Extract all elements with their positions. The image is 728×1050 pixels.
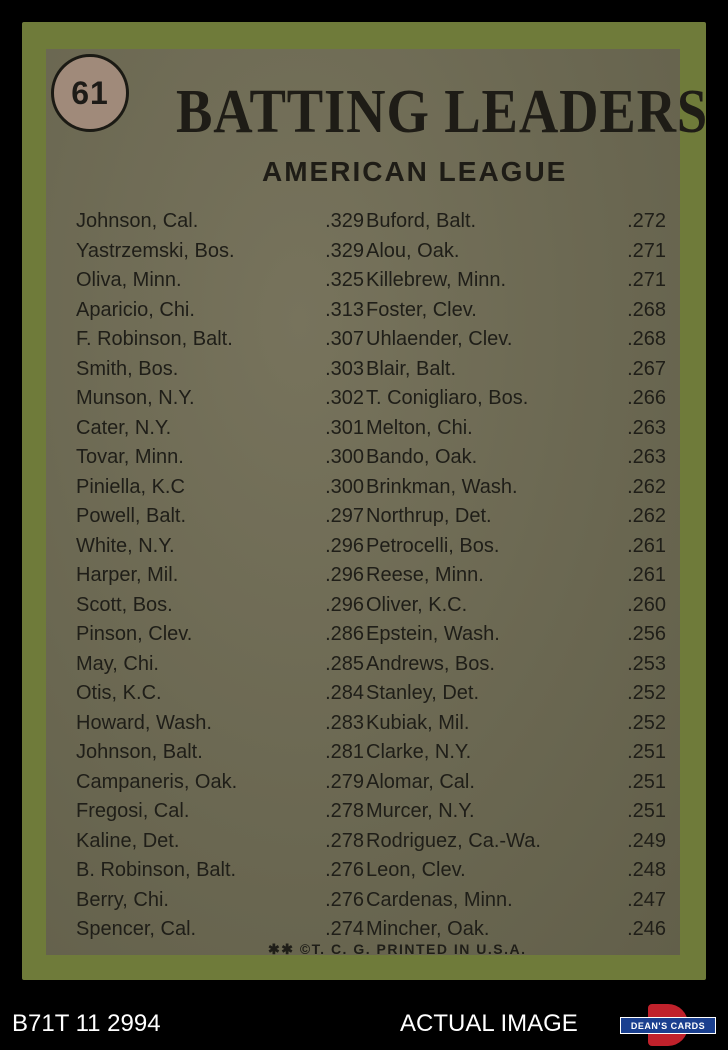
batting-average: .313 bbox=[325, 298, 364, 321]
batting-average: .283 bbox=[325, 711, 364, 734]
leader-row bbox=[76, 886, 364, 916]
card-subtitle: AMERICAN LEAGUE bbox=[262, 156, 568, 187]
player-name: Smith, Bos. bbox=[76, 357, 179, 380]
batting-average: .325 bbox=[325, 269, 364, 291]
leader-row bbox=[366, 325, 666, 355]
leader-row bbox=[76, 797, 364, 827]
leader-row bbox=[366, 384, 666, 414]
batting-average: .300 bbox=[325, 475, 364, 498]
deans-cards-logo bbox=[620, 1004, 716, 1046]
leader-row bbox=[366, 473, 666, 503]
player-name: Reese, Minn. bbox=[366, 564, 484, 586]
leader-row bbox=[366, 591, 666, 621]
player-name: Pinson, Clev. bbox=[76, 623, 193, 645]
leader-row bbox=[366, 709, 666, 739]
batting-average: .307 bbox=[325, 328, 364, 350]
batting-average: .266 bbox=[627, 387, 666, 409]
leaders-right-column bbox=[366, 207, 666, 945]
batting-average: .251 bbox=[627, 800, 666, 822]
player-name: F. Robinson, Balt. bbox=[76, 328, 233, 350]
batting-average: .296 bbox=[325, 593, 364, 616]
card-title: BATTING LEADERS bbox=[176, 78, 709, 146]
player-name: Foster, Clev. bbox=[366, 298, 477, 321]
leader-row bbox=[366, 827, 666, 857]
logo-text: DEAN'S CARDS bbox=[630, 1020, 706, 1031]
player-name: Uhlaender, Clev. bbox=[366, 328, 513, 350]
batting-average: .284 bbox=[325, 682, 364, 704]
batting-average: .260 bbox=[627, 593, 666, 616]
player-name: Kaline, Det. bbox=[76, 829, 180, 852]
batting-average: .249 bbox=[627, 829, 666, 852]
card-border bbox=[22, 22, 709, 980]
player-name: Piniella, K.C bbox=[76, 475, 185, 498]
batting-average: .303 bbox=[325, 357, 364, 380]
player-name: Epstein, Wash. bbox=[366, 623, 500, 645]
leader-row bbox=[76, 443, 364, 473]
batting-average: .261 bbox=[627, 534, 666, 557]
leader-row bbox=[366, 207, 666, 237]
batting-average: .256 bbox=[627, 623, 666, 645]
batting-average: .286 bbox=[325, 623, 364, 645]
batting-average: .285 bbox=[325, 652, 364, 675]
card-number: 61 bbox=[71, 74, 109, 111]
batting-average: .271 bbox=[627, 239, 666, 262]
player-name: Tovar, Minn. bbox=[76, 446, 184, 468]
player-name: Berry, Chi. bbox=[76, 888, 169, 911]
leader-row bbox=[76, 414, 364, 444]
leader-row bbox=[366, 856, 666, 886]
batting-average: .297 bbox=[325, 505, 364, 527]
player-name: Bando, Oak. bbox=[366, 446, 478, 468]
leader-row bbox=[76, 532, 364, 562]
player-name: Howard, Wash. bbox=[76, 711, 212, 734]
leader-row bbox=[366, 443, 666, 473]
player-name: May, Chi. bbox=[76, 652, 159, 675]
player-name: Killebrew, Minn. bbox=[366, 269, 507, 291]
leader-row bbox=[76, 709, 364, 739]
leader-row bbox=[76, 384, 364, 414]
leader-row bbox=[76, 355, 364, 385]
batting-average: .268 bbox=[627, 328, 666, 350]
card-back bbox=[46, 49, 709, 957]
player-name: Fregosi, Cal. bbox=[76, 800, 190, 822]
player-name: Kubiak, Mil. bbox=[366, 711, 470, 734]
copyright-line: ✱✱ ©T. C. G. PRINTED IN U.S.A. bbox=[268, 941, 527, 957]
batting-average: .271 bbox=[627, 269, 666, 291]
leader-row bbox=[76, 266, 364, 296]
leader-row bbox=[366, 768, 666, 798]
batting-average: .263 bbox=[627, 416, 666, 439]
leader-row bbox=[366, 355, 666, 385]
player-name: Alomar, Cal. bbox=[366, 770, 475, 793]
batting-average: .274 bbox=[325, 918, 364, 940]
leader-row bbox=[366, 650, 666, 680]
leader-row bbox=[76, 296, 364, 326]
batting-average: .267 bbox=[627, 357, 666, 380]
player-name: White, N.Y. bbox=[76, 534, 175, 557]
player-name: Murcer, N.Y. bbox=[366, 800, 475, 822]
leader-row bbox=[76, 827, 364, 857]
player-name: Yastrzemski, Bos. bbox=[76, 239, 235, 262]
player-name: Buford, Balt. bbox=[366, 210, 477, 232]
leader-row bbox=[76, 502, 364, 532]
leader-row bbox=[76, 856, 364, 886]
leader-row bbox=[366, 237, 666, 267]
leader-row bbox=[76, 473, 364, 503]
batting-average: .252 bbox=[627, 711, 666, 734]
batting-average: .246 bbox=[627, 918, 666, 940]
player-name: Mincher, Oak. bbox=[366, 918, 490, 940]
player-name: Alou, Oak. bbox=[366, 239, 460, 262]
batting-average: .281 bbox=[325, 741, 364, 763]
player-name: Campaneris, Oak. bbox=[76, 770, 238, 793]
batting-average: .301 bbox=[325, 416, 364, 439]
batting-average: .251 bbox=[627, 770, 666, 793]
leader-row bbox=[76, 237, 364, 267]
batting-average: .248 bbox=[627, 859, 666, 881]
player-name: Munson, N.Y. bbox=[76, 387, 195, 409]
batting-average: .329 bbox=[325, 239, 364, 262]
batting-average: .268 bbox=[627, 298, 666, 321]
batting-average: .279 bbox=[325, 770, 364, 793]
card-number-badge bbox=[51, 54, 129, 132]
batting-average: .263 bbox=[627, 446, 666, 468]
leader-row bbox=[76, 325, 364, 355]
leader-row bbox=[76, 679, 364, 709]
player-name: Leon, Clev. bbox=[366, 859, 466, 881]
leader-row bbox=[76, 650, 364, 680]
player-name: Spencer, Cal. bbox=[76, 918, 197, 940]
player-name: Oliva, Minn. bbox=[76, 269, 182, 291]
leader-row bbox=[366, 266, 666, 296]
batting-average: .251 bbox=[627, 741, 666, 763]
batting-average: .278 bbox=[325, 829, 364, 852]
player-name: Petrocelli, Bos. bbox=[366, 534, 500, 557]
player-name: Johnson, Balt. bbox=[76, 741, 203, 763]
batting-average: .276 bbox=[325, 859, 364, 881]
leader-row bbox=[366, 620, 666, 650]
player-name: Otis, K.C. bbox=[76, 682, 162, 704]
batting-average: .247 bbox=[627, 888, 666, 911]
player-name: T. Conigliaro, Bos. bbox=[366, 387, 529, 409]
leader-row bbox=[366, 738, 666, 768]
batting-average: .252 bbox=[627, 682, 666, 704]
leader-row bbox=[366, 296, 666, 326]
batting-average: .261 bbox=[627, 564, 666, 586]
batting-average: .278 bbox=[325, 800, 364, 822]
actual-image-label: ACTUAL IMAGE bbox=[400, 1010, 578, 1037]
leader-row bbox=[76, 738, 364, 768]
leader-row bbox=[366, 414, 666, 444]
player-name: Blair, Balt. bbox=[366, 357, 457, 380]
batting-average: .296 bbox=[325, 564, 364, 586]
player-name: Brinkman, Wash. bbox=[366, 475, 518, 498]
leader-row bbox=[76, 561, 364, 591]
leader-row bbox=[366, 797, 666, 827]
leaders-left-column bbox=[76, 207, 364, 945]
player-name: Clarke, N.Y. bbox=[366, 741, 472, 763]
leader-row bbox=[366, 502, 666, 532]
player-name: Harper, Mil. bbox=[76, 564, 179, 586]
player-name: Scott, Bos. bbox=[76, 593, 173, 616]
player-name: Northrup, Det. bbox=[366, 505, 492, 527]
batting-average: .253 bbox=[627, 652, 666, 675]
leader-row bbox=[76, 207, 364, 237]
batting-average: .262 bbox=[627, 475, 666, 498]
leader-row bbox=[366, 886, 666, 916]
player-name: Cardenas, Minn. bbox=[366, 888, 513, 911]
player-name: Oliver, K.C. bbox=[366, 593, 468, 616]
batting-average: .300 bbox=[325, 446, 364, 468]
leader-row bbox=[76, 591, 364, 621]
card-id-label: B71T 11 2994 bbox=[12, 1010, 161, 1037]
leader-row bbox=[366, 532, 666, 562]
batting-average: .276 bbox=[325, 888, 364, 911]
player-name: Aparicio, Chi. bbox=[76, 298, 195, 321]
player-name: Johnson, Cal. bbox=[76, 210, 199, 232]
player-name: Melton, Chi. bbox=[366, 416, 473, 439]
batting-average: .329 bbox=[325, 210, 364, 232]
player-name: Powell, Balt. bbox=[76, 505, 187, 527]
player-name: Stanley, Det. bbox=[366, 682, 480, 704]
batting-average: .302 bbox=[325, 387, 364, 409]
batting-average: .272 bbox=[627, 210, 666, 232]
leader-row bbox=[366, 679, 666, 709]
player-name: B. Robinson, Balt. bbox=[76, 859, 237, 881]
leader-row bbox=[76, 620, 364, 650]
player-name: Andrews, Bos. bbox=[366, 652, 495, 675]
batting-average: .262 bbox=[627, 505, 666, 527]
leader-row bbox=[76, 768, 364, 798]
player-name: Cater, N.Y. bbox=[76, 416, 172, 439]
player-name: Rodriguez, Ca.-Wa. bbox=[366, 829, 541, 852]
leader-row bbox=[366, 561, 666, 591]
batting-average: .296 bbox=[325, 534, 364, 557]
logo-banner bbox=[620, 1017, 716, 1034]
